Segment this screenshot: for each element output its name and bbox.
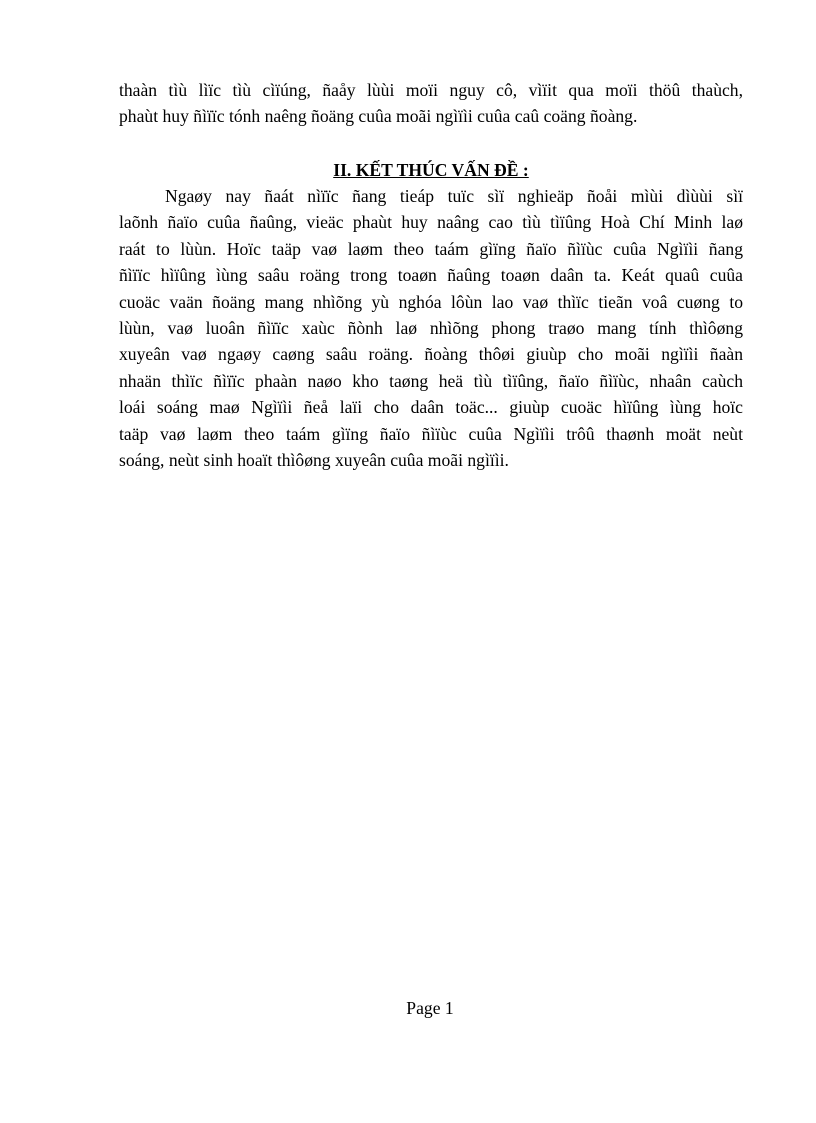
paragraph-line: taäp vaø laøm theo taám gìïng ñaïo ñìïùc cuûa Ngìïìi trôû thaønh moät neùt xyxy=(119,423,743,444)
paragraph-line: Ngaøy nay ñaát nìïïc ñang tieáp tuïc sìï nghieäp ñoåi mìùi dìùùi sìï xyxy=(165,186,743,206)
paragraph-line: raát to lùùn. Hoïc taäp vaø laøm theo taám gìïng ñaïo ñìïùc cuûa Ngìïìi ñang xyxy=(119,238,743,259)
paragraph-line: ñìïïc hìïûng ìùng saâu roäng trong toaøn ñaûng toaøn daân ta. Keát quaû cuûa xyxy=(119,265,743,286)
paragraph-line: xuyeân vaø ngaøy caøng saâu roäng. ñoàng thôøi giuùp cho moãi ngìïìi ñaàn xyxy=(119,344,743,365)
page-number: Page 1 xyxy=(406,998,454,1018)
section-heading xyxy=(119,157,743,183)
intro-paragraph xyxy=(119,77,743,130)
paragraph-line: nhaän thìïc ñìïïc phaàn naøo kho taøng heä tìù tìïûng, ñaïo ñìïùc, nhaân caùch xyxy=(119,370,743,391)
paragraph-line: soáng, neùt sinh hoaït thìôøng xuyeân cuûa moãi ngìïìi. xyxy=(119,450,509,471)
paragraph-line: loái soáng maø Ngìïìi ñeå laïi cho daân toäc... giuùp cuoäc hìïûng ìùng hoïc xyxy=(119,397,743,418)
section-heading-text: II. KẾT THÚC VẤN ĐỀ : xyxy=(333,160,529,180)
paragraph-line: lùùn, vaø luoân ñìïïc xaùc ñònh laø nhìõng phong traøo mang tính thìôøng xyxy=(119,318,743,339)
body-paragraph xyxy=(119,183,743,473)
paragraph-line: phaùt huy ñìïïc tónh naêng ñoäng cuûa moãi ngìïìi cuûa caû coäng ñoàng. xyxy=(119,106,638,127)
paragraph-line: laõnh ñaïo cuûa ñaûng, vieäc phaùt huy naâng cao tìù tìïûng Hoà Chí Minh laø xyxy=(119,212,743,233)
paragraph-line: cuoäc vaän ñoäng mang nhìõng yù nghóa lôùn lao vaø thìïc tieãn voâ cuøng to xyxy=(119,291,743,312)
paragraph-line: thaàn tìù lìïc tìù cìïúng, ñaåy lùùi moïi nguy cô, vìïit qua moïi thöû thaùch, xyxy=(119,80,743,100)
